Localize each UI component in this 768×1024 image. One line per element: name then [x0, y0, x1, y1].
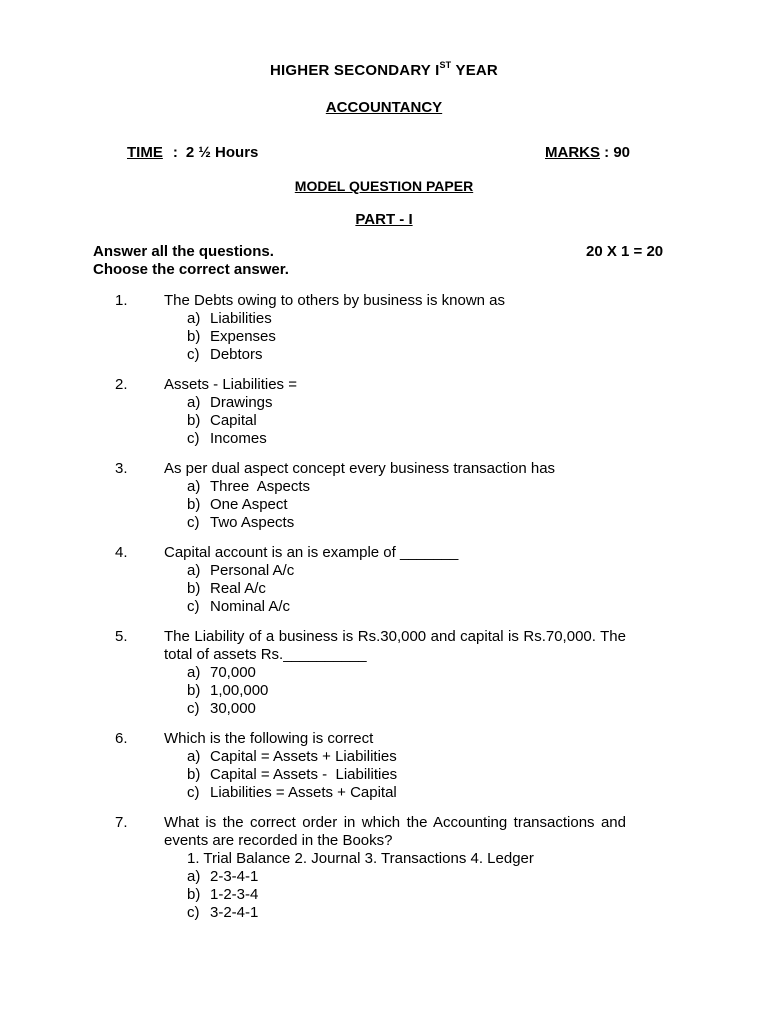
question-number: 1.: [115, 292, 128, 309]
option-letter: a): [187, 664, 201, 681]
option-letter: c): [187, 598, 200, 615]
answer-option: [187, 514, 626, 532]
answer-options: [164, 868, 626, 922]
question-number: 7.: [115, 814, 128, 831]
question-text: What is the correct order in which the Accounting transactions and events are recorded in the Books?: [164, 814, 626, 849]
time-separator: :: [172, 144, 178, 161]
option-letter: c): [187, 346, 200, 363]
option-letter: a): [187, 868, 201, 885]
option-letter: c): [187, 700, 200, 717]
answer-options: [164, 664, 626, 718]
option-text: Real A/c: [210, 580, 266, 597]
option-text: Capital = Assets + Liabilities: [210, 748, 397, 765]
question-body: [164, 460, 626, 532]
marks-label: MARKS: [545, 144, 600, 161]
time-info: [127, 144, 258, 161]
question-list: [0, 292, 768, 934]
option-text: Liabilities: [210, 310, 272, 327]
answer-option: [187, 346, 626, 364]
question-text: Which is the following is correct: [164, 730, 374, 747]
question-text: The Debts owing to others by business is known as: [164, 292, 506, 309]
option-text: 1-2-3-4: [210, 886, 259, 903]
question-body: [164, 814, 626, 922]
option-letter: b): [187, 328, 201, 345]
option-letter: a): [187, 394, 201, 411]
option-text: 3-2-4-1: [210, 904, 259, 921]
question-item: [0, 814, 768, 922]
answer-option: [187, 868, 626, 886]
option-text: Nominal A/c: [210, 598, 291, 615]
marks-value: : 90: [604, 144, 631, 161]
option-letter: b): [187, 412, 201, 429]
time-label: TIME: [127, 144, 163, 161]
question-text: The Liability of a business is Rs.30,000 and capital is Rs.70,000. The total of assets Rs.__________: [164, 628, 626, 663]
option-text: 2-3-4-1: [210, 868, 259, 885]
option-text: Drawings: [210, 394, 273, 411]
option-letter: b): [187, 580, 201, 597]
option-letter: a): [187, 478, 201, 495]
answer-option: [187, 478, 626, 496]
option-letter: c): [187, 784, 200, 801]
title-suffix: YEAR: [451, 62, 498, 79]
option-letter: b): [187, 766, 201, 783]
option-text: Personal A/c: [210, 562, 295, 579]
question-item: [0, 292, 768, 364]
option-text: 70,000: [210, 664, 256, 681]
question-item: [0, 544, 768, 616]
part-heading: PART - I: [355, 211, 413, 228]
question-text: As per dual aspect concept every business transaction has: [164, 460, 556, 477]
option-text: Debtors: [210, 346, 263, 363]
question-text: Assets - Liabilities =: [164, 376, 297, 393]
option-text: 1,00,000: [210, 682, 269, 699]
answer-option: [187, 664, 626, 682]
subject-heading: ACCOUNTANCY: [325, 99, 443, 116]
exam-title: [0, 62, 768, 79]
title-superscript: ST: [439, 60, 452, 70]
question-body: [164, 292, 626, 364]
option-text: Capital = Assets - Liabilities: [210, 766, 398, 783]
answer-option: [187, 784, 626, 802]
option-text: 30,000: [210, 700, 256, 717]
option-text: Incomes: [210, 430, 267, 447]
option-letter: c): [187, 904, 200, 921]
option-text: Two Aspects: [210, 514, 295, 531]
option-text: Liabilities = Assets + Capital: [210, 784, 397, 801]
question-sequence-list: 1. Trial Balance 2. Journal 3. Transactions 4. Ledger: [187, 850, 534, 867]
title-text: HIGHER SECONDARY I: [270, 62, 440, 79]
question-number: 3.: [115, 460, 128, 477]
question-number: 6.: [115, 730, 128, 747]
question-number: 2.: [115, 376, 128, 393]
question-item: [0, 460, 768, 532]
answer-options: [164, 478, 626, 532]
answer-options: [164, 394, 626, 448]
option-text: Expenses: [210, 328, 276, 345]
answer-options: [164, 310, 626, 364]
answer-option: [187, 412, 626, 430]
question-body: [164, 628, 626, 718]
answer-option: [187, 394, 626, 412]
question-number: 5.: [115, 628, 128, 645]
option-text: One Aspect: [210, 496, 288, 513]
option-letter: b): [187, 886, 201, 903]
paper-type-heading: MODEL QUESTION PAPER: [294, 178, 474, 194]
question-body: [164, 376, 626, 448]
option-letter: b): [187, 682, 201, 699]
question-body: [164, 544, 626, 616]
answer-option: [187, 310, 626, 328]
option-letter: c): [187, 430, 200, 447]
question-item: [0, 628, 768, 718]
marks-info: [545, 144, 630, 161]
time-value: 2 ½ Hours: [185, 144, 259, 161]
option-letter: a): [187, 748, 201, 765]
question-body: [164, 730, 626, 802]
answer-option: [187, 904, 626, 922]
section-score: 20 X 1 = 20: [586, 243, 664, 260]
answer-option: [187, 598, 626, 616]
answer-option: [187, 700, 626, 718]
answer-option: [187, 430, 626, 448]
option-letter: a): [187, 310, 201, 327]
question-number: 4.: [115, 544, 128, 561]
instruction-answer-all: Answer all the questions.: [93, 243, 274, 260]
option-letter: a): [187, 562, 201, 579]
option-text: Capital: [210, 412, 257, 429]
answer-options: [164, 748, 626, 802]
answer-options: [164, 562, 626, 616]
answer-option: [187, 562, 626, 580]
option-letter: b): [187, 496, 201, 513]
answer-option: [187, 766, 626, 784]
answer-option: [187, 496, 626, 514]
instruction-choose-correct: Choose the correct answer.: [93, 261, 289, 278]
answer-option: [187, 886, 626, 904]
option-letter: c): [187, 514, 200, 531]
question-item: [0, 376, 768, 448]
answer-option: [187, 682, 626, 700]
option-text: Three Aspects: [210, 478, 311, 495]
answer-option: [187, 748, 626, 766]
answer-option: [187, 580, 626, 598]
answer-option: [187, 328, 626, 346]
question-text: Capital account is an is example of _______: [164, 544, 459, 561]
question-item: [0, 730, 768, 802]
